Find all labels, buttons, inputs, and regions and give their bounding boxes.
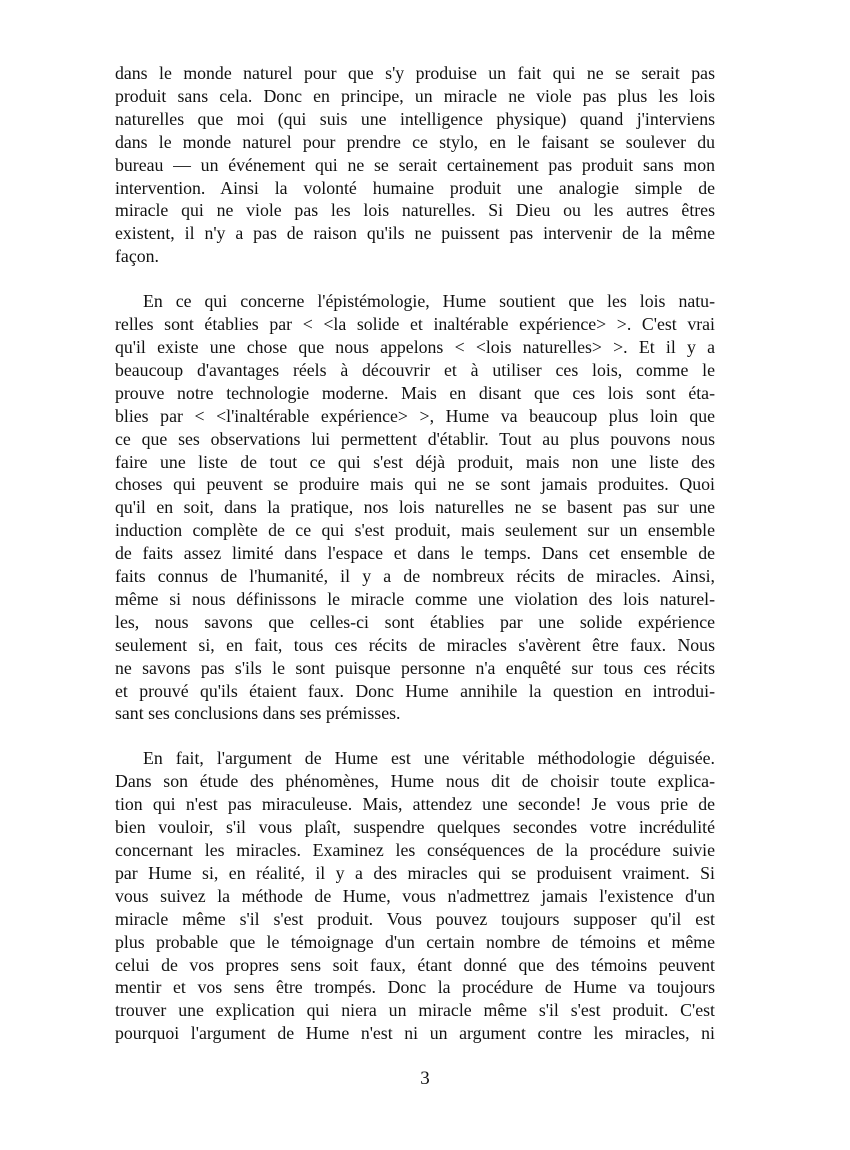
text-line: ne savons pas s'ils le sont puisque personne n'a enquêté sur tous ces récits — [115, 657, 715, 678]
text-line: beaucoup d'avantages réels à découvrir et à utiliser ces lois, comme le — [115, 359, 715, 380]
text-line: produit sans cela. Donc en principe, un miracle ne viole pas plus les lois — [115, 85, 715, 106]
text-line: et prouvé qu'ils étaient faux. Donc Hume annihile la question en introdui- — [115, 680, 715, 701]
text-line: En ce qui concerne l'épistémologie, Hume soutient que les lois natu- — [143, 291, 715, 312]
paragraph-1 — [115, 62, 715, 268]
text-line: intervention. Ainsi la volonté humaine produit une analogie simple de — [115, 177, 715, 198]
text-line: prouve notre technologie moderne. Mais en disant que ces lois sont éta- — [115, 382, 715, 403]
text-line: façon. — [115, 246, 159, 267]
text-line: choses qui peuvent se produire mais qui ne se sont jamais produites. Quoi — [115, 474, 715, 495]
text-line: par Hume si, en réalité, il y a des miracles qui se produisent vraiment. Si — [115, 862, 715, 883]
page-number: 3 — [420, 1068, 430, 1089]
text-line: miracle qui ne viole pas les lois naturelles. Si Dieu ou les autres êtres — [115, 200, 715, 221]
text-line: Dans son étude des phénomènes, Hume nous dit de choisir toute explica- — [115, 771, 715, 792]
text-line: pourquoi l'argument de Hume n'est ni un argument contre les miracles, ni — [115, 1023, 715, 1044]
text-line: plus probable que le témoignage d'un certain nombre de témoins et même — [115, 931, 715, 952]
text-line: sant ses conclusions dans ses prémisses. — [115, 703, 401, 724]
text-line: dans le monde naturel pour prendre ce stylo, en le faisant se soulever du — [115, 131, 715, 152]
text-line: relles sont établies par < <la solide et inaltérable expérience> >. C'est vrai — [115, 314, 715, 335]
text-line: En fait, l'argument de Hume est une véritable méthodologie déguisée. — [143, 748, 715, 769]
text-line: trouver une explication qui niera un miracle même s'il s'est produit. C'est — [115, 1000, 715, 1021]
text-line: vous suivez la méthode de Hume, vous n'admettrez jamais l'existence d'un — [115, 885, 715, 906]
text-line: blies par < <l'inaltérable expérience> >, Hume va beaucoup plus loin que — [115, 405, 715, 426]
text-line: faits connus de l'humanité, il y a de nombreux récits de miracles. Ainsi, — [115, 566, 715, 587]
text-line: celui de vos propres sens soit faux, étant donné que des témoins peuvent — [115, 954, 715, 975]
body-text — [115, 62, 715, 1045]
paragraph-2 — [115, 290, 715, 725]
text-line: seulement si, en fait, tous ces récits de miracles s'avèrent être faux. Nous — [115, 634, 715, 655]
text-line: concernant les miracles. Examinez les conséquences de la procédure suivie — [115, 840, 715, 860]
text-line: tion qui n'est pas miraculeuse. Mais, attendez une seconde! Je vous prie de — [115, 794, 715, 815]
text-line: les, nous savons que celles-ci sont établies par une solide expérience — [115, 611, 715, 632]
text-line: ce que ses observations lui permettent d'établir. Tout au plus pouvons nous — [115, 428, 715, 449]
paragraph-3 — [115, 747, 715, 1045]
text-line: naturelles que moi (qui suis une intelligence physique) quand j'interviens — [115, 108, 715, 129]
text-line: existent, il n'y a pas de raison qu'ils ne puissent pas intervenir de la même — [115, 223, 715, 244]
text-line: miracle même s'il s'est produit. Vous pouvez toujours supposer qu'il est — [115, 908, 715, 929]
text-line: dans le monde naturel pour que s'y produise un fait qui ne se serait pas — [115, 63, 715, 83]
text-line: mentir et vos sens être trompés. Donc la procédure de Hume va toujours — [115, 977, 715, 998]
text-line: faire une liste de tout ce qui s'est déjà produit, mais non une liste des — [115, 451, 715, 472]
text-line: bien vouloir, s'il vous plaît, suspendre quelques secondes votre incrédulité — [115, 817, 715, 838]
text-line: qu'il existe une chose que nous appelons < <lois naturelles> >. Et il y a — [115, 336, 715, 357]
text-line: même si nous définissons le miracle comme une violation des lois naturel- — [115, 588, 715, 609]
text-line: induction complète de ce qui s'est produit, mais seulement sur un ensemble — [115, 520, 715, 541]
text-line: qu'il en soit, dans la pratique, nos lois naturelles ne se basent pas sur une — [115, 497, 715, 518]
text-line: de faits assez limité dans l'espace et dans le temps. Dans cet ensemble de — [115, 543, 715, 564]
text-line: bureau — un événement qui ne se serait certainement pas produit sans mon — [115, 154, 715, 175]
